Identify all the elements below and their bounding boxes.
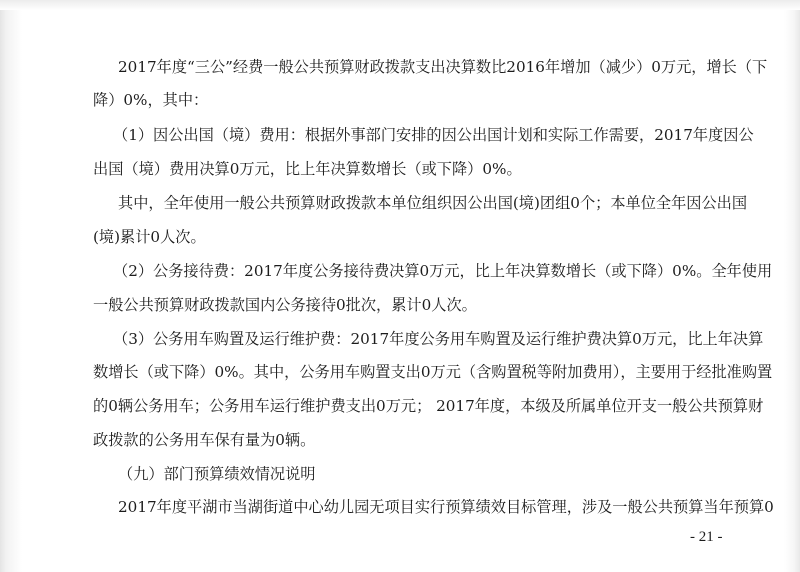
- scan-shadow-right: [782, 0, 800, 572]
- section-heading-performance: （九）部门预算绩效情况说明: [118, 465, 316, 483]
- scan-shadow-top: [0, 0, 800, 10]
- paragraph-reception-line-1: （2）公务接待费：2017年度公务接待费决算0万元，比上年决算数增长（或下降）0%。全年使用: [113, 262, 773, 280]
- paragraph-travel-line-2: 出国（境）费用决算0万元，比上年决算数增长（或下降）0%。: [93, 160, 522, 178]
- paragraph-vehicles-line-4: 政拨款的公务用车保有量为0辆。: [93, 431, 316, 449]
- scan-shadow-left: [0, 0, 24, 572]
- paragraph-groups-line-2: (境)累计0人次。: [93, 228, 206, 246]
- paragraph-vehicles-line-1: （3）公务用车购置及运行维护费：2017年度公务用车购置及运行维护费决算0万元，比上年决算: [113, 330, 764, 348]
- paragraph-reception-line-2: 一般公共预算财政拨款国内公务接待0批次，累计0人次。: [93, 296, 477, 314]
- paragraph-vehicles-line-2: 数增长（或下降）0%。其中，公务用车购置支出0万元（含购置税等附加费用），主要用于经批准购置: [93, 363, 773, 381]
- paragraph-travel-line-1: （1）因公出国（境）费用：根据外事部门安排的因公出国计划和实际工作需要，2017年度因公: [113, 126, 754, 144]
- paragraph-intro-line-1: 2017年度“三公”经费一般公共预算财政拨款支出决算数比2016年增加（减少）0万元，增长（下: [118, 58, 768, 76]
- paragraph-intro-line-2: 降）0%，其中：: [93, 91, 209, 109]
- page-number: - 21 -: [690, 529, 723, 545]
- paragraph-groups-line-1: 其中，全年使用一般公共预算财政拨款本单位组织因公出国(境)团组0个；本单位全年因公出国: [118, 194, 748, 212]
- paragraph-vehicles-line-3: 的0辆公务用车；公务用车运行维护费支出0万元； 2017年度，本级及所属单位开支一般公共预算财: [93, 397, 764, 415]
- paragraph-performance-line-1: 2017年度平湖市当湖街道中心幼儿园无项目实行预算绩效目标管理，涉及一般公共预算当年预算0: [118, 498, 774, 516]
